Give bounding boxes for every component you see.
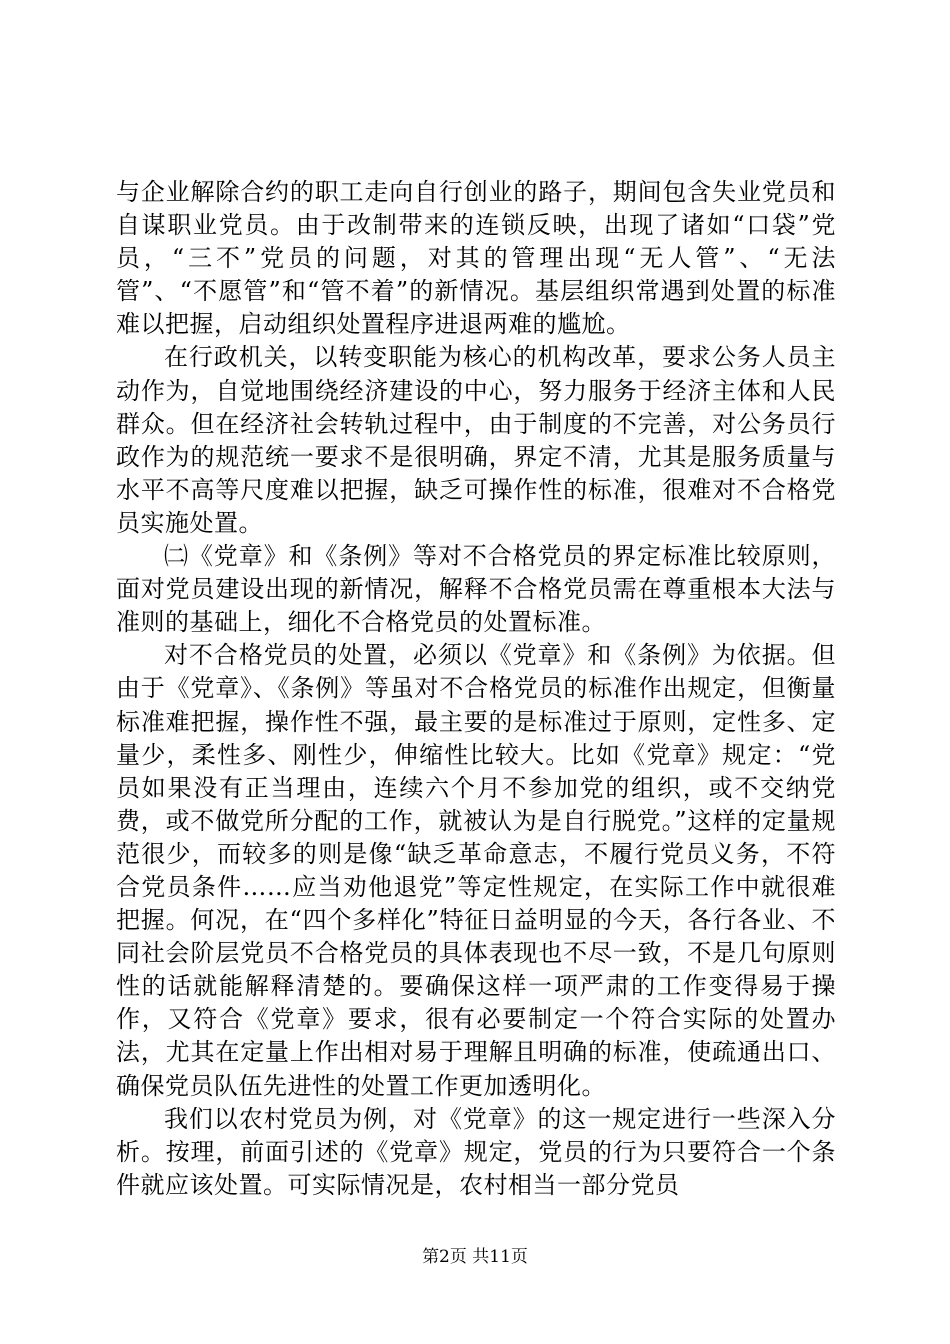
paragraph-section-heading: ㈡《党章》和《条例》等对不合格党员的界定标准比较原则，面对党员建设出现的新情况，解释不合格党员需在尊重根本大法与准则的基础上，细化不合格党员的处置标准。 bbox=[116, 542, 836, 637]
page-number-footer: 第2页 共11页 bbox=[422, 1247, 528, 1267]
document-body bbox=[116, 176, 836, 1202]
paragraph-continued: 与企业解除合约的职工走向自行创业的路子，期间包含失业党员和自谋职业党员。由于改制带来的连锁反映，出现了诸如“口袋”党员，“三不”党员的问题，对其的管理出现“无人管”、“无法管”、“不愿管”和“管不着”的新情况。基层组织常遇到处置的标准难以把握，启动组织处置程序进退两难的尴尬。 bbox=[116, 178, 836, 339]
paragraph-disposal-basis: 对不合格党员的处置，必须以《党章》和《条例》为依据。但由于《党章》、《条例》等虽对不合格党员的标准作出规定，但衡量标准难把握，操作性不强，最主要的是标准过于原则，定性多、定量少，柔性多、刚性少，伸缩性比较大。比如《党章》规定：“党员如果没有正当理由，连续六个月不参加党的组织，或不交纳党费，或不做党所分配的工作，就被认为是自行脱党。”这样的定量规范很少，而较多的则是像“缺乏革命意志，不履行党员义务，不符合党员条件……应当劝他退党”等定性规定，在实际工作中就很难把握。何况，在“四个多样化”特征日益明显的今天，各行各业、不同社会阶层党员不合格党员的具体表现也不尽一致，不是几句原则性的话就能解释清楚的。要确保这样一项严肃的工作变得易于操作，又符合《党章》要求，很有必要制定一个符合实际的处置办法，尤其在定量上作出相对易于理解且明确的标准，使疏通出口、确保党员队伍先进性的处置工作更加透明化。 bbox=[116, 641, 836, 1100]
paragraph-rural-example: 我们以农村党员为例，对《党章》的这一规定进行一些深入分析。按理，前面引述的《党章》规定，党员的行为只要符合一个条件就应该处置。可实际情况是，农村相当一部分党员 bbox=[116, 1104, 836, 1199]
paragraph-administrative-organs: 在行政机关，以转变职能为核心的机构改革，要求公务人员主动作为，自觉地围绕经济建设的中心，努力服务于经济主体和人民群众。但在经济社会转轨过程中，由于制度的不完善，对公务员行政作为的规范统一要求不是很明确，界定不清，尤其是服务质量与水平不高等尺度难以把握，缺乏可操作性的标准，很难对不合格党员实施处置。 bbox=[116, 343, 836, 537]
